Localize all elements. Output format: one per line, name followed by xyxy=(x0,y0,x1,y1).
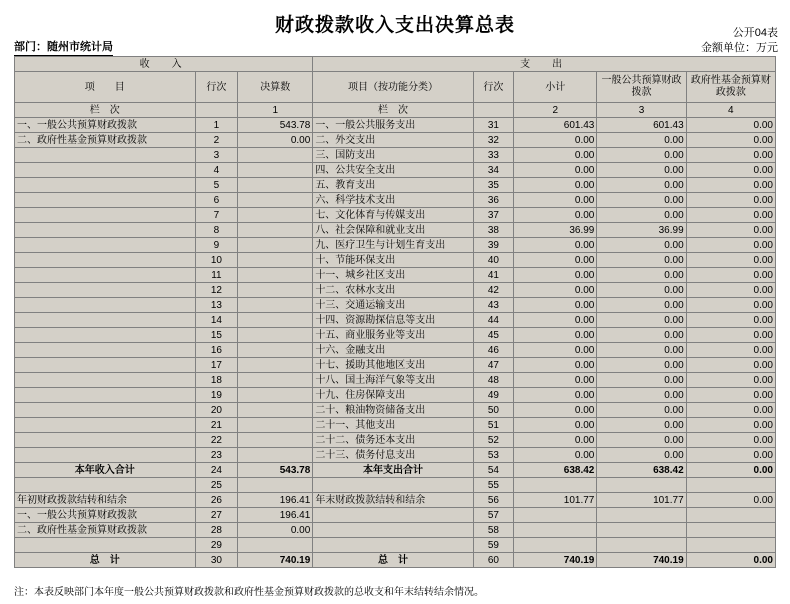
expense-lineno-cell: 37 xyxy=(473,208,514,223)
expense-lineno-cell: 47 xyxy=(473,358,514,373)
expense-fund-cell: 0.00 xyxy=(686,328,775,343)
expense-fund-cell: 0.00 xyxy=(686,313,775,328)
income-lineno-cell: 29 xyxy=(195,538,238,553)
expense-general-cell: 0.00 xyxy=(597,343,686,358)
income-lineno-cell: 13 xyxy=(195,298,238,313)
expense-subtotal-cell: 36.99 xyxy=(514,223,597,238)
expense-lineno-cell: 32 xyxy=(473,133,514,148)
income-lineno-cell: 25 xyxy=(195,478,238,493)
income-amount-cell xyxy=(238,313,313,328)
table-row xyxy=(15,418,776,433)
expense-subtotal-cell: 0.00 xyxy=(514,328,597,343)
expense-item-cell: 本年支出合计 xyxy=(313,463,473,478)
expense-item-cell xyxy=(313,538,473,553)
income-amount-cell xyxy=(238,193,313,208)
expense-item-cell: 八、社会保障和就业支出 xyxy=(313,223,473,238)
header-income-item: 项 目 xyxy=(15,72,196,103)
expense-general-cell: 0.00 xyxy=(597,208,686,223)
form-number: 公开04表 xyxy=(732,27,778,39)
income-lineno-cell: 4 xyxy=(195,163,238,178)
expense-subtotal-cell xyxy=(514,478,597,493)
expense-fund-cell: 0.00 xyxy=(686,223,775,238)
income-item-cell: 一、一般公共预算财政拨款 xyxy=(15,118,196,133)
income-item-cell xyxy=(15,373,196,388)
income-item-cell xyxy=(15,223,196,238)
expense-item-cell: 十五、商业服务业等支出 xyxy=(313,328,473,343)
income-lineno-cell: 22 xyxy=(195,433,238,448)
expense-subtotal-cell: 0.00 xyxy=(514,208,597,223)
expense-general-cell: 0.00 xyxy=(597,238,686,253)
table-row xyxy=(15,373,776,388)
expense-subtotal-cell: 0.00 xyxy=(514,268,597,283)
expense-lineno-cell: 51 xyxy=(473,418,514,433)
expense-subtotal-cell: 601.43 xyxy=(514,118,597,133)
expense-lineno-cell: 55 xyxy=(473,478,514,493)
col-blank-2 xyxy=(473,103,514,118)
col-label-expense: 栏 次 xyxy=(313,103,473,118)
form-meta xyxy=(701,26,778,56)
expense-subtotal-cell xyxy=(514,508,597,523)
income-lineno-cell: 26 xyxy=(195,493,238,508)
section-header-row xyxy=(15,57,776,72)
header-expense-lineno: 行次 xyxy=(473,72,514,103)
income-amount-cell: 740.19 xyxy=(238,553,313,568)
income-item-cell xyxy=(15,208,196,223)
expense-lineno-cell: 39 xyxy=(473,238,514,253)
expense-subtotal-cell: 0.00 xyxy=(514,403,597,418)
expense-lineno-cell: 58 xyxy=(473,523,514,538)
expense-lineno-cell: 41 xyxy=(473,268,514,283)
expense-item-cell xyxy=(313,508,473,523)
income-lineno-cell: 12 xyxy=(195,283,238,298)
amount-unit: 金额单位：万元 xyxy=(701,42,778,54)
header-income-lineno: 行次 xyxy=(195,72,238,103)
table-row xyxy=(15,403,776,418)
expense-item-cell: 九、医疗卫生与计划生育支出 xyxy=(313,238,473,253)
income-amount-cell xyxy=(238,253,313,268)
table-row xyxy=(15,268,776,283)
income-amount-cell xyxy=(238,208,313,223)
income-item-cell xyxy=(15,418,196,433)
expense-item-cell: 四、公共安全支出 xyxy=(313,163,473,178)
table-row xyxy=(15,178,776,193)
income-amount-cell xyxy=(238,178,313,193)
expense-subtotal-cell: 0.00 xyxy=(514,358,597,373)
expense-subtotal-cell: 0.00 xyxy=(514,283,597,298)
income-lineno-cell: 10 xyxy=(195,253,238,268)
expense-item-cell: 十三、交通运输支出 xyxy=(313,298,473,313)
income-lineno-cell: 24 xyxy=(195,463,238,478)
expense-fund-cell: 0.00 xyxy=(686,178,775,193)
income-amount-cell xyxy=(238,478,313,493)
table-row xyxy=(15,553,776,568)
expense-general-cell: 0.00 xyxy=(597,178,686,193)
expense-fund-cell xyxy=(686,478,775,493)
expense-general-cell: 0.00 xyxy=(597,433,686,448)
income-lineno-cell: 14 xyxy=(195,313,238,328)
expense-general-cell: 0.00 xyxy=(597,358,686,373)
expense-subtotal-cell: 0.00 xyxy=(514,343,597,358)
income-amount-cell xyxy=(238,283,313,298)
income-lineno-cell: 17 xyxy=(195,358,238,373)
expense-fund-cell: 0.00 xyxy=(686,343,775,358)
expense-lineno-cell: 56 xyxy=(473,493,514,508)
income-item-cell xyxy=(15,268,196,283)
income-amount-cell xyxy=(238,403,313,418)
income-item-cell xyxy=(15,433,196,448)
table-row xyxy=(15,163,776,178)
income-amount-cell: 196.41 xyxy=(238,508,313,523)
table-row xyxy=(15,388,776,403)
expense-subtotal-cell: 0.00 xyxy=(514,163,597,178)
income-item-cell xyxy=(15,178,196,193)
expense-lineno-cell: 53 xyxy=(473,448,514,463)
expense-general-cell: 0.00 xyxy=(597,418,686,433)
expense-general-cell: 0.00 xyxy=(597,403,686,418)
expense-fund-cell: 0.00 xyxy=(686,268,775,283)
table-row xyxy=(15,283,776,298)
table-row xyxy=(15,343,776,358)
income-lineno-cell: 3 xyxy=(195,148,238,163)
table-row xyxy=(15,148,776,163)
table-row xyxy=(15,478,776,493)
income-item-cell xyxy=(15,283,196,298)
expense-subtotal-cell: 0.00 xyxy=(514,238,597,253)
expense-fund-cell: 0.00 xyxy=(686,193,775,208)
expense-lineno-cell: 60 xyxy=(473,553,514,568)
income-item-cell xyxy=(15,193,196,208)
expense-fund-cell: 0.00 xyxy=(686,238,775,253)
income-lineno-cell: 23 xyxy=(195,448,238,463)
income-amount-cell xyxy=(238,343,313,358)
expense-fund-cell: 0.00 xyxy=(686,283,775,298)
income-amount-cell xyxy=(238,148,313,163)
expense-item-cell: 七、文化体育与传媒支出 xyxy=(313,208,473,223)
expense-general-cell: 0.00 xyxy=(597,133,686,148)
expense-subtotal-cell: 0.00 xyxy=(514,148,597,163)
expense-subtotal-cell: 0.00 xyxy=(514,178,597,193)
expense-fund-cell: 0.00 xyxy=(686,493,775,508)
income-lineno-cell: 11 xyxy=(195,268,238,283)
expense-subtotal-cell: 0.00 xyxy=(514,418,597,433)
expense-fund-cell xyxy=(686,508,775,523)
expense-general-cell: 0.00 xyxy=(597,283,686,298)
expense-lineno-cell: 45 xyxy=(473,328,514,343)
expense-general-cell: 0.00 xyxy=(597,448,686,463)
col-label-income: 栏 次 xyxy=(15,103,196,118)
income-lineno-cell: 15 xyxy=(195,328,238,343)
expense-general-cell xyxy=(597,523,686,538)
income-item-cell xyxy=(15,403,196,418)
expense-item-cell: 二十二、债务还本支出 xyxy=(313,433,473,448)
expense-item-cell: 二十、粮油物资储备支出 xyxy=(313,403,473,418)
income-section-header: 收 入 xyxy=(15,57,313,72)
income-lineno-cell: 20 xyxy=(195,403,238,418)
income-amount-cell: 0.00 xyxy=(238,133,313,148)
expense-lineno-cell: 36 xyxy=(473,193,514,208)
table-row xyxy=(15,118,776,133)
expense-fund-cell: 0.00 xyxy=(686,373,775,388)
table-row xyxy=(15,313,776,328)
income-lineno-cell: 5 xyxy=(195,178,238,193)
expense-general-cell: 0.00 xyxy=(597,388,686,403)
income-item-cell xyxy=(15,313,196,328)
income-amount-cell xyxy=(238,358,313,373)
expense-general-cell: 0.00 xyxy=(597,298,686,313)
expense-general-cell xyxy=(597,508,686,523)
income-lineno-cell: 27 xyxy=(195,508,238,523)
expense-subtotal-cell: 740.19 xyxy=(514,553,597,568)
income-item-cell xyxy=(15,538,196,553)
income-amount-cell xyxy=(238,538,313,553)
col-blank-1 xyxy=(195,103,238,118)
income-amount-cell xyxy=(238,418,313,433)
expense-fund-cell xyxy=(686,538,775,553)
expense-item-cell: 十九、住房保障支出 xyxy=(313,388,473,403)
expense-lineno-cell: 49 xyxy=(473,388,514,403)
expense-lineno-cell: 44 xyxy=(473,313,514,328)
expense-general-cell: 0.00 xyxy=(597,253,686,268)
expense-subtotal-cell: 0.00 xyxy=(514,388,597,403)
expense-general-cell: 601.43 xyxy=(597,118,686,133)
table-row xyxy=(15,463,776,478)
expense-lineno-cell: 54 xyxy=(473,463,514,478)
expense-item-cell: 总 计 xyxy=(313,553,473,568)
income-lineno-cell: 18 xyxy=(195,373,238,388)
expense-general-cell: 0.00 xyxy=(597,148,686,163)
income-amount-cell: 543.78 xyxy=(238,118,313,133)
income-lineno-cell: 1 xyxy=(195,118,238,133)
column-number-row xyxy=(15,103,776,118)
table-row xyxy=(15,538,776,553)
expense-fund-cell xyxy=(686,523,775,538)
expense-lineno-cell: 52 xyxy=(473,433,514,448)
expense-general-cell: 0.00 xyxy=(597,313,686,328)
header-expense-general: 一般公共预算财政拨款 xyxy=(597,72,686,103)
table-row xyxy=(15,433,776,448)
income-lineno-cell: 16 xyxy=(195,343,238,358)
expense-fund-cell: 0.00 xyxy=(686,133,775,148)
income-amount-cell: 196.41 xyxy=(238,493,313,508)
expense-item-cell: 二十三、债务付息支出 xyxy=(313,448,473,463)
expense-subtotal-cell xyxy=(514,523,597,538)
expense-subtotal-cell: 0.00 xyxy=(514,448,597,463)
expense-item-cell: 三、国防支出 xyxy=(313,148,473,163)
income-lineno-cell: 9 xyxy=(195,238,238,253)
income-item-cell: 二、政府性基金预算财政拨款 xyxy=(15,523,196,538)
income-item-cell xyxy=(15,388,196,403)
column-header-row xyxy=(15,72,776,103)
expense-subtotal-cell: 101.77 xyxy=(514,493,597,508)
table-row xyxy=(15,493,776,508)
expense-lineno-cell: 50 xyxy=(473,403,514,418)
income-lineno-cell: 21 xyxy=(195,418,238,433)
expense-subtotal-cell: 0.00 xyxy=(514,313,597,328)
expense-fund-cell: 0.00 xyxy=(686,433,775,448)
income-item-cell xyxy=(15,148,196,163)
expense-lineno-cell: 59 xyxy=(473,538,514,553)
income-item-cell xyxy=(15,298,196,313)
expense-general-cell: 36.99 xyxy=(597,223,686,238)
col-num-1: 1 xyxy=(238,103,313,118)
income-item-cell xyxy=(15,253,196,268)
income-item-cell xyxy=(15,448,196,463)
budget-table xyxy=(14,56,776,568)
income-amount-cell xyxy=(238,388,313,403)
expense-fund-cell: 0.00 xyxy=(686,148,775,163)
expense-lineno-cell: 40 xyxy=(473,253,514,268)
expense-item-cell: 五、教育支出 xyxy=(313,178,473,193)
expense-item-cell: 二、外交支出 xyxy=(313,133,473,148)
expense-general-cell: 0.00 xyxy=(597,373,686,388)
expense-lineno-cell: 34 xyxy=(473,163,514,178)
expense-fund-cell: 0.00 xyxy=(686,298,775,313)
table-row xyxy=(15,238,776,253)
expense-item-cell: 十四、资源勘探信息等支出 xyxy=(313,313,473,328)
expense-fund-cell: 0.00 xyxy=(686,403,775,418)
header-expense-fund: 政府性基金预算财政拨款 xyxy=(686,72,775,103)
expense-fund-cell: 0.00 xyxy=(686,253,775,268)
expense-item-cell: 二十一、其他支出 xyxy=(313,418,473,433)
table-row xyxy=(15,523,776,538)
expense-fund-cell: 0.00 xyxy=(686,388,775,403)
table-row xyxy=(15,133,776,148)
income-item-cell xyxy=(15,328,196,343)
page-title: 财政拨款收入支出决算总表 xyxy=(274,15,515,36)
expense-lineno-cell: 31 xyxy=(473,118,514,133)
department-label: 部门：随州市统计局 xyxy=(14,38,113,56)
income-item-cell: 总 计 xyxy=(15,553,196,568)
expense-item-cell: 十八、国土海洋气象等支出 xyxy=(313,373,473,388)
expense-lineno-cell: 46 xyxy=(473,343,514,358)
expense-general-cell: 638.42 xyxy=(597,463,686,478)
expense-fund-cell: 0.00 xyxy=(686,463,775,478)
expense-general-cell: 0.00 xyxy=(597,268,686,283)
col-num-4: 4 xyxy=(686,103,775,118)
expense-subtotal-cell: 0.00 xyxy=(514,193,597,208)
income-item-cell: 年初财政拨款结转和结余 xyxy=(15,493,196,508)
expense-fund-cell: 0.00 xyxy=(686,163,775,178)
expense-general-cell: 101.77 xyxy=(597,493,686,508)
income-amount-cell xyxy=(238,298,313,313)
expense-item-cell: 十七、援助其他地区支出 xyxy=(313,358,473,373)
expense-general-cell: 740.19 xyxy=(597,553,686,568)
expense-fund-cell: 0.00 xyxy=(686,208,775,223)
expense-fund-cell: 0.00 xyxy=(686,118,775,133)
expense-general-cell xyxy=(597,538,686,553)
table-row xyxy=(15,208,776,223)
expense-fund-cell: 0.00 xyxy=(686,448,775,463)
income-lineno-cell: 7 xyxy=(195,208,238,223)
expense-item-cell: 十六、金融支出 xyxy=(313,343,473,358)
income-lineno-cell: 28 xyxy=(195,523,238,538)
income-amount-cell: 0.00 xyxy=(238,523,313,538)
table-row xyxy=(15,448,776,463)
expense-item-cell: 一、一般公共服务支出 xyxy=(313,118,473,133)
expense-subtotal-cell: 0.00 xyxy=(514,133,597,148)
expense-subtotal-cell: 0.00 xyxy=(514,253,597,268)
income-lineno-cell: 19 xyxy=(195,388,238,403)
budget-table-body xyxy=(15,57,776,568)
expense-item-cell xyxy=(313,478,473,493)
income-lineno-cell: 2 xyxy=(195,133,238,148)
expense-subtotal-cell: 0.00 xyxy=(514,373,597,388)
expense-general-cell xyxy=(597,478,686,493)
expense-subtotal-cell xyxy=(514,538,597,553)
footnote: 注：本表反映部门本年度一般公共预算财政拨款和政府性基金预算财政拨款的总收支和年末结转结余情况。 xyxy=(14,587,484,598)
expense-lineno-cell: 48 xyxy=(473,373,514,388)
income-item-cell xyxy=(15,343,196,358)
expense-fund-cell: 0.00 xyxy=(686,358,775,373)
expense-item-cell xyxy=(313,523,473,538)
table-row xyxy=(15,223,776,238)
table-row xyxy=(15,193,776,208)
income-amount-cell xyxy=(238,238,313,253)
col-num-3: 3 xyxy=(597,103,686,118)
income-lineno-cell: 30 xyxy=(195,553,238,568)
income-item-cell xyxy=(15,358,196,373)
table-row xyxy=(15,508,776,523)
income-item-cell xyxy=(15,163,196,178)
expense-lineno-cell: 43 xyxy=(473,298,514,313)
income-amount-cell xyxy=(238,223,313,238)
header-income-amount: 决算数 xyxy=(238,72,313,103)
income-amount-cell xyxy=(238,328,313,343)
expense-fund-cell: 0.00 xyxy=(686,553,775,568)
expense-general-cell: 0.00 xyxy=(597,328,686,343)
expense-lineno-cell: 57 xyxy=(473,508,514,523)
header-expense-subtotal: 小计 xyxy=(514,72,597,103)
table-row xyxy=(15,358,776,373)
expense-item-cell: 十、节能环保支出 xyxy=(313,253,473,268)
expense-general-cell: 0.00 xyxy=(597,193,686,208)
table-row xyxy=(15,298,776,313)
income-lineno-cell: 8 xyxy=(195,223,238,238)
expense-lineno-cell: 42 xyxy=(473,283,514,298)
income-item-cell: 二、政府性基金预算财政拨款 xyxy=(15,133,196,148)
expense-item-cell: 十一、城乡社区支出 xyxy=(313,268,473,283)
income-item-cell: 本年收入合计 xyxy=(15,463,196,478)
income-lineno-cell: 6 xyxy=(195,193,238,208)
income-item-cell: 一、一般公共预算财政拨款 xyxy=(15,508,196,523)
table-row xyxy=(15,328,776,343)
expense-section-header: 支 出 xyxy=(313,57,776,72)
income-amount-cell xyxy=(238,433,313,448)
expense-item-cell: 六、科学技术支出 xyxy=(313,193,473,208)
expense-general-cell: 0.00 xyxy=(597,163,686,178)
expense-lineno-cell: 38 xyxy=(473,223,514,238)
expense-lineno-cell: 35 xyxy=(473,178,514,193)
expense-item-cell: 年末财政拨款结转和结余 xyxy=(313,493,473,508)
header-expense-item: 项目（按功能分类） xyxy=(313,72,473,103)
income-amount-cell xyxy=(238,268,313,283)
income-item-cell xyxy=(15,478,196,493)
expense-subtotal-cell: 0.00 xyxy=(514,298,597,313)
expense-lineno-cell: 33 xyxy=(473,148,514,163)
expense-fund-cell: 0.00 xyxy=(686,418,775,433)
income-amount-cell xyxy=(238,373,313,388)
income-amount-cell xyxy=(238,163,313,178)
col-num-2: 2 xyxy=(514,103,597,118)
table-row xyxy=(15,253,776,268)
expense-subtotal-cell: 0.00 xyxy=(514,433,597,448)
income-item-cell xyxy=(15,238,196,253)
income-amount-cell: 543.78 xyxy=(238,463,313,478)
expense-item-cell: 十二、农林水支出 xyxy=(313,283,473,298)
expense-subtotal-cell: 638.42 xyxy=(514,463,597,478)
income-amount-cell xyxy=(238,448,313,463)
